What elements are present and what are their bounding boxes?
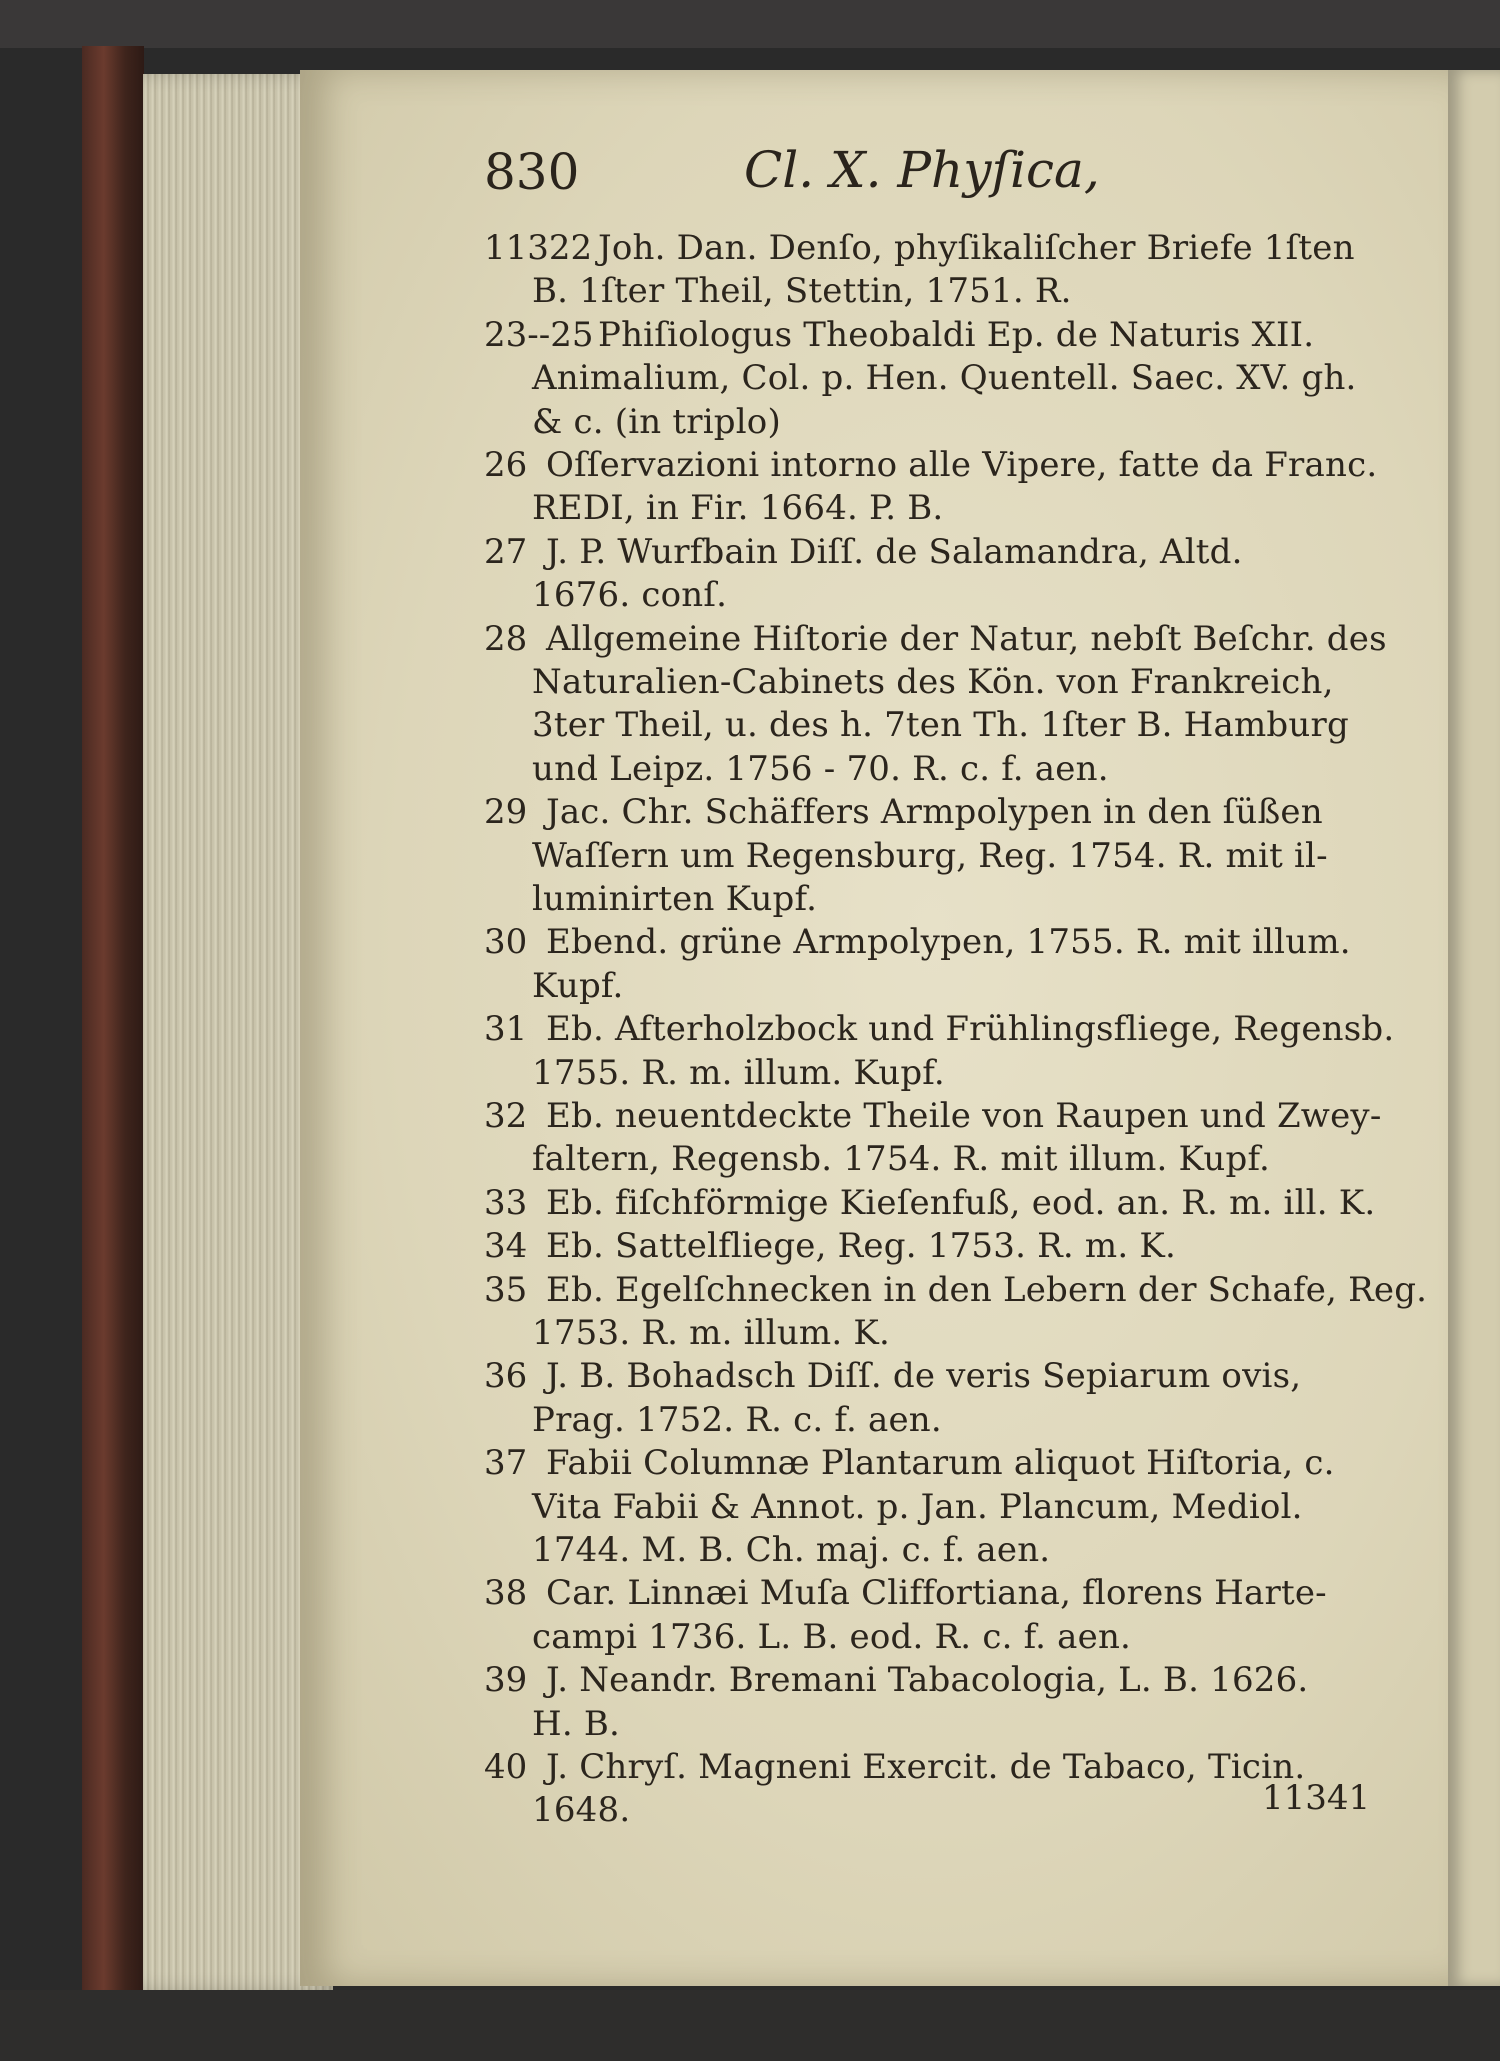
entry-text-line: faltern, Regensb. 1754. R. mit illum. Kupf.: [532, 1139, 1271, 1180]
entry-number: 36: [484, 1356, 528, 1397]
entry-number: 31: [484, 1009, 528, 1050]
entry-text-line: 1755. R. m. illum. Kupf.: [532, 1052, 945, 1093]
entry-number: 32: [484, 1096, 528, 1136]
entry-number: 37: [484, 1443, 528, 1484]
entry-text-line: Naturalien-Cabinets des Kön. von Frankreich,: [532, 662, 1334, 702]
entry-number: 28: [484, 618, 528, 659]
entry-text-line: 1648.: [532, 1790, 631, 1831]
entry-text-line: B. 1ſter Theil, Stettin, 1751. R.: [532, 271, 1072, 312]
entry-text-line: J. P. Wurfbain Diſſ. de Salamandra, Altd.: [546, 531, 1243, 572]
entry-text-line: Eb. Sattelfliege, Reg. 1753. R. m. K.: [546, 1226, 1176, 1267]
entry-text-line: Eb. fiſchförmige Kieſenfuß, eod. an. R. m. ill. K.: [546, 1182, 1376, 1223]
entry-number: 39: [484, 1660, 528, 1701]
entry-text-line: Oſſervazioni intorno alle Vipere, fatte da Franc.: [546, 445, 1378, 485]
entry-text-line: Jac. Chr. Schäffers Armpolypen in den ſüßen: [546, 792, 1323, 833]
entry-number: 23--25: [484, 314, 594, 355]
entry-text-line: Eb. Egelſchnecken in den Lebern der Schafe, Reg.: [546, 1269, 1428, 1310]
entry-text-line: J. Neandr. Bremani Tabacologia, L. B. 1626.: [546, 1660, 1309, 1701]
entry-text-line: Vita Fabii & Annot. p. Jan. Plancum, Mediol.: [532, 1486, 1303, 1527]
running-head: Cl. X. Phyſica,: [744, 141, 1100, 199]
entry-text-line: Fabii Columnæ Plantarum aliquot Hiſtoria, c.: [546, 1443, 1335, 1484]
entry-number: 33: [484, 1182, 528, 1223]
entry-number: 34: [484, 1226, 528, 1267]
entry-number: 29: [484, 792, 528, 833]
entry-text-line: Waſſern um Regensburg, Reg. 1754. R. mit il-: [532, 835, 1328, 876]
entry-text-line: J. B. Bohadsch Diſſ. de veris Sepiarum ovis,: [546, 1356, 1302, 1397]
entry-text-line: Animalium, Col. p. Hen. Quentell. Saec. XV. gh.: [532, 358, 1357, 399]
entry-text-line: Eb. Afterholzbock und Frühlingsfliege, Regensb.: [546, 1009, 1395, 1050]
entry-number: 35: [484, 1269, 528, 1310]
entry-number: 27: [484, 531, 528, 572]
entry-text-line: campi 1736. L. B. eod. R. c. f. aen.: [532, 1616, 1132, 1657]
page-number: 830: [484, 143, 580, 201]
entry-number: 26: [484, 445, 528, 485]
entry-text-line: 1676. conſ.: [532, 575, 728, 616]
entry-text-line: und Leipz. 1756 - 70. R. c. f. aen.: [532, 748, 1109, 789]
entry-number: 40: [484, 1747, 528, 1787]
entry-text-line: Joh. Dan. Denſo, phyſikaliſcher Briefe 1ſten: [598, 228, 1355, 268]
entry-text-line: 3ter Theil, u. des h. 7ten Th. 1ſter B. Hamburg: [532, 705, 1349, 746]
catchword: 11341: [1262, 1778, 1371, 1818]
entry-text-line: J. Chryſ. Magneni Exercit. de Tabaco, Ticin.: [546, 1747, 1306, 1787]
entry-text-line: REDI, in Fir. 1664. P. B.: [532, 488, 944, 529]
entry-text-line: Phiſiologus Theobaldi Ep. de Naturis XII.: [598, 314, 1315, 355]
entry-text-line: 1753. R. m. illum. K.: [532, 1313, 890, 1353]
entry-text-line: luminirten Kupf.: [532, 879, 818, 919]
entry-text-line: Prag. 1752. R. c. f. aen.: [532, 1399, 942, 1440]
entry-text-line: Allgemeine Hiſtorie der Natur, nebſt Beſchr. des: [546, 618, 1387, 659]
entry-number: 30: [484, 922, 528, 963]
entry-text-line: Eb. neuentdeckte Theile von Raupen und Zwey-: [546, 1096, 1382, 1136]
entry-text-line: 1744. M. B. Ch. maj. c. f. aen.: [532, 1530, 1051, 1570]
entry-number: 11322: [484, 228, 593, 268]
entry-text-line: Car. Linnæi Muſa Cliffortiana, florens Harte-: [546, 1573, 1327, 1614]
entry-text-line: H. B.: [532, 1703, 621, 1744]
entry-number: 38: [484, 1573, 528, 1614]
entry-text-line: Kupf.: [532, 965, 624, 1006]
entry-text-line: Ebend. grüne Armpolypen, 1755. R. mit illum.: [546, 922, 1351, 963]
entry-text-line: & c. (in triplo): [532, 401, 781, 442]
